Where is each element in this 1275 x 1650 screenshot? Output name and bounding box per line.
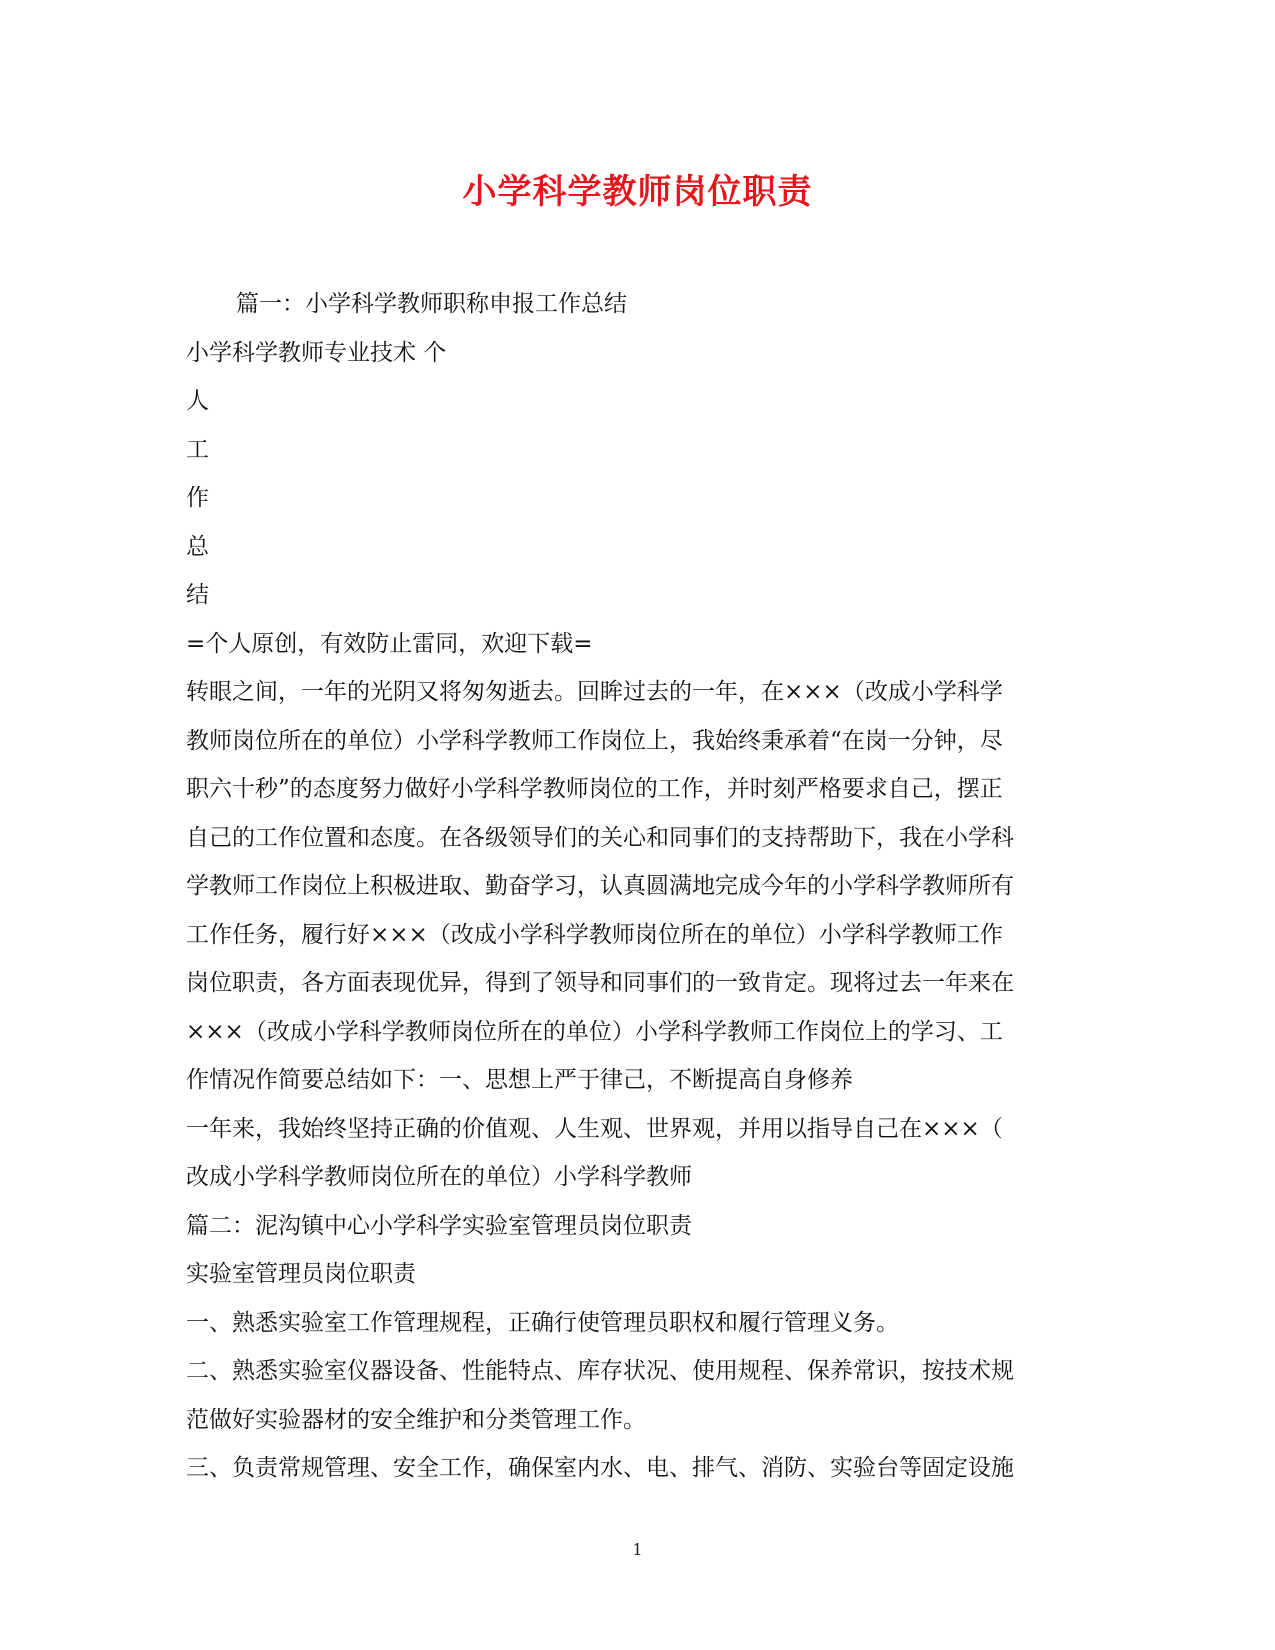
paragraph-line: 作: [186, 485, 209, 511]
paragraph-line: =个人原创，有效防止雷同，欢迎下载=: [186, 630, 593, 657]
paragraph-line: 小学科学教师专业技术 个: [186, 339, 447, 366]
paragraph-line: 人: [186, 388, 209, 414]
paragraph-line: 岗位职责，各方面表现优异，得到了领导和同事们的一致肯定。现将过去一年来在: [186, 970, 1014, 996]
paragraph-line: 篇一：小学科学教师职称申报工作总结: [236, 291, 627, 317]
paragraph-line: 实验室管理员岗位职责: [186, 1261, 416, 1287]
paragraph-line: 二、熟悉实验室仪器设备、性能特点、库存状况、使用规程、保养常识，按技术规: [186, 1358, 1014, 1384]
paragraph-line: 一年来，我始终坚持正确的价值观、人生观、世界观，并用以指导自己在×××（: [186, 1115, 1003, 1142]
paragraph-line: 范做好实验器材的安全维护和分类管理工作。: [186, 1406, 646, 1433]
paragraph-line: 学教师工作岗位上积极进取、勤奋学习，认真圆满地完成今年的小学科学教师所有: [186, 873, 1014, 899]
paragraph-line: 总: [186, 533, 209, 560]
paragraph-line: 职六十秒”的态度努力做好小学科学教师岗位的工作，并时刻严格要求自己，摆正: [186, 776, 1003, 802]
paragraph-line: 改成小学科学教师岗位所在的单位）小学科学教师: [186, 1164, 692, 1190]
paragraph-line: 三、负责常规管理、安全工作，确保室内水、电、排气、消防、实验台等固定设施: [186, 1455, 1014, 1481]
paragraph-line: 一、熟悉实验室工作管理规程，正确行使管理员职权和履行管理义务。: [186, 1309, 899, 1336]
document-title: 小学科学教师岗位职责: [462, 172, 813, 212]
paragraph-line: 工作任务，履行好×××（改成小学科学教师岗位所在的单位）小学科学教师工作: [186, 921, 1003, 948]
section-heading: 篇二：泥沟镇中心小学科学实验室管理员岗位职责: [186, 1212, 692, 1239]
page-number: 1: [632, 1540, 643, 1559]
document-body: [186, 280, 1086, 1493]
paragraph-line: 教师岗位所在的单位）小学科学教师工作岗位上，我始终秉承着“在岗一分钟，尽: [186, 727, 1003, 754]
paragraph-line: 结: [186, 582, 209, 608]
paragraph-line: ×××（改成小学科学教师岗位所在的单位）小学科学教师工作岗位上的学习、工: [186, 1018, 1003, 1045]
paragraph-line: 工: [186, 436, 209, 463]
paragraph-line: 自己的工作位置和态度。在各级领导们的关心和同事们的支持帮助下，我在小学科: [186, 824, 1014, 851]
paragraph-line: 作情况作简要总结如下：一、思想上严于律己，不断提高自身修养: [186, 1067, 853, 1093]
paragraph-line: 转眼之间，一年的光阴又将匆匆逝去。回眸过去的一年，在×××（改成小学科学: [186, 679, 1003, 705]
